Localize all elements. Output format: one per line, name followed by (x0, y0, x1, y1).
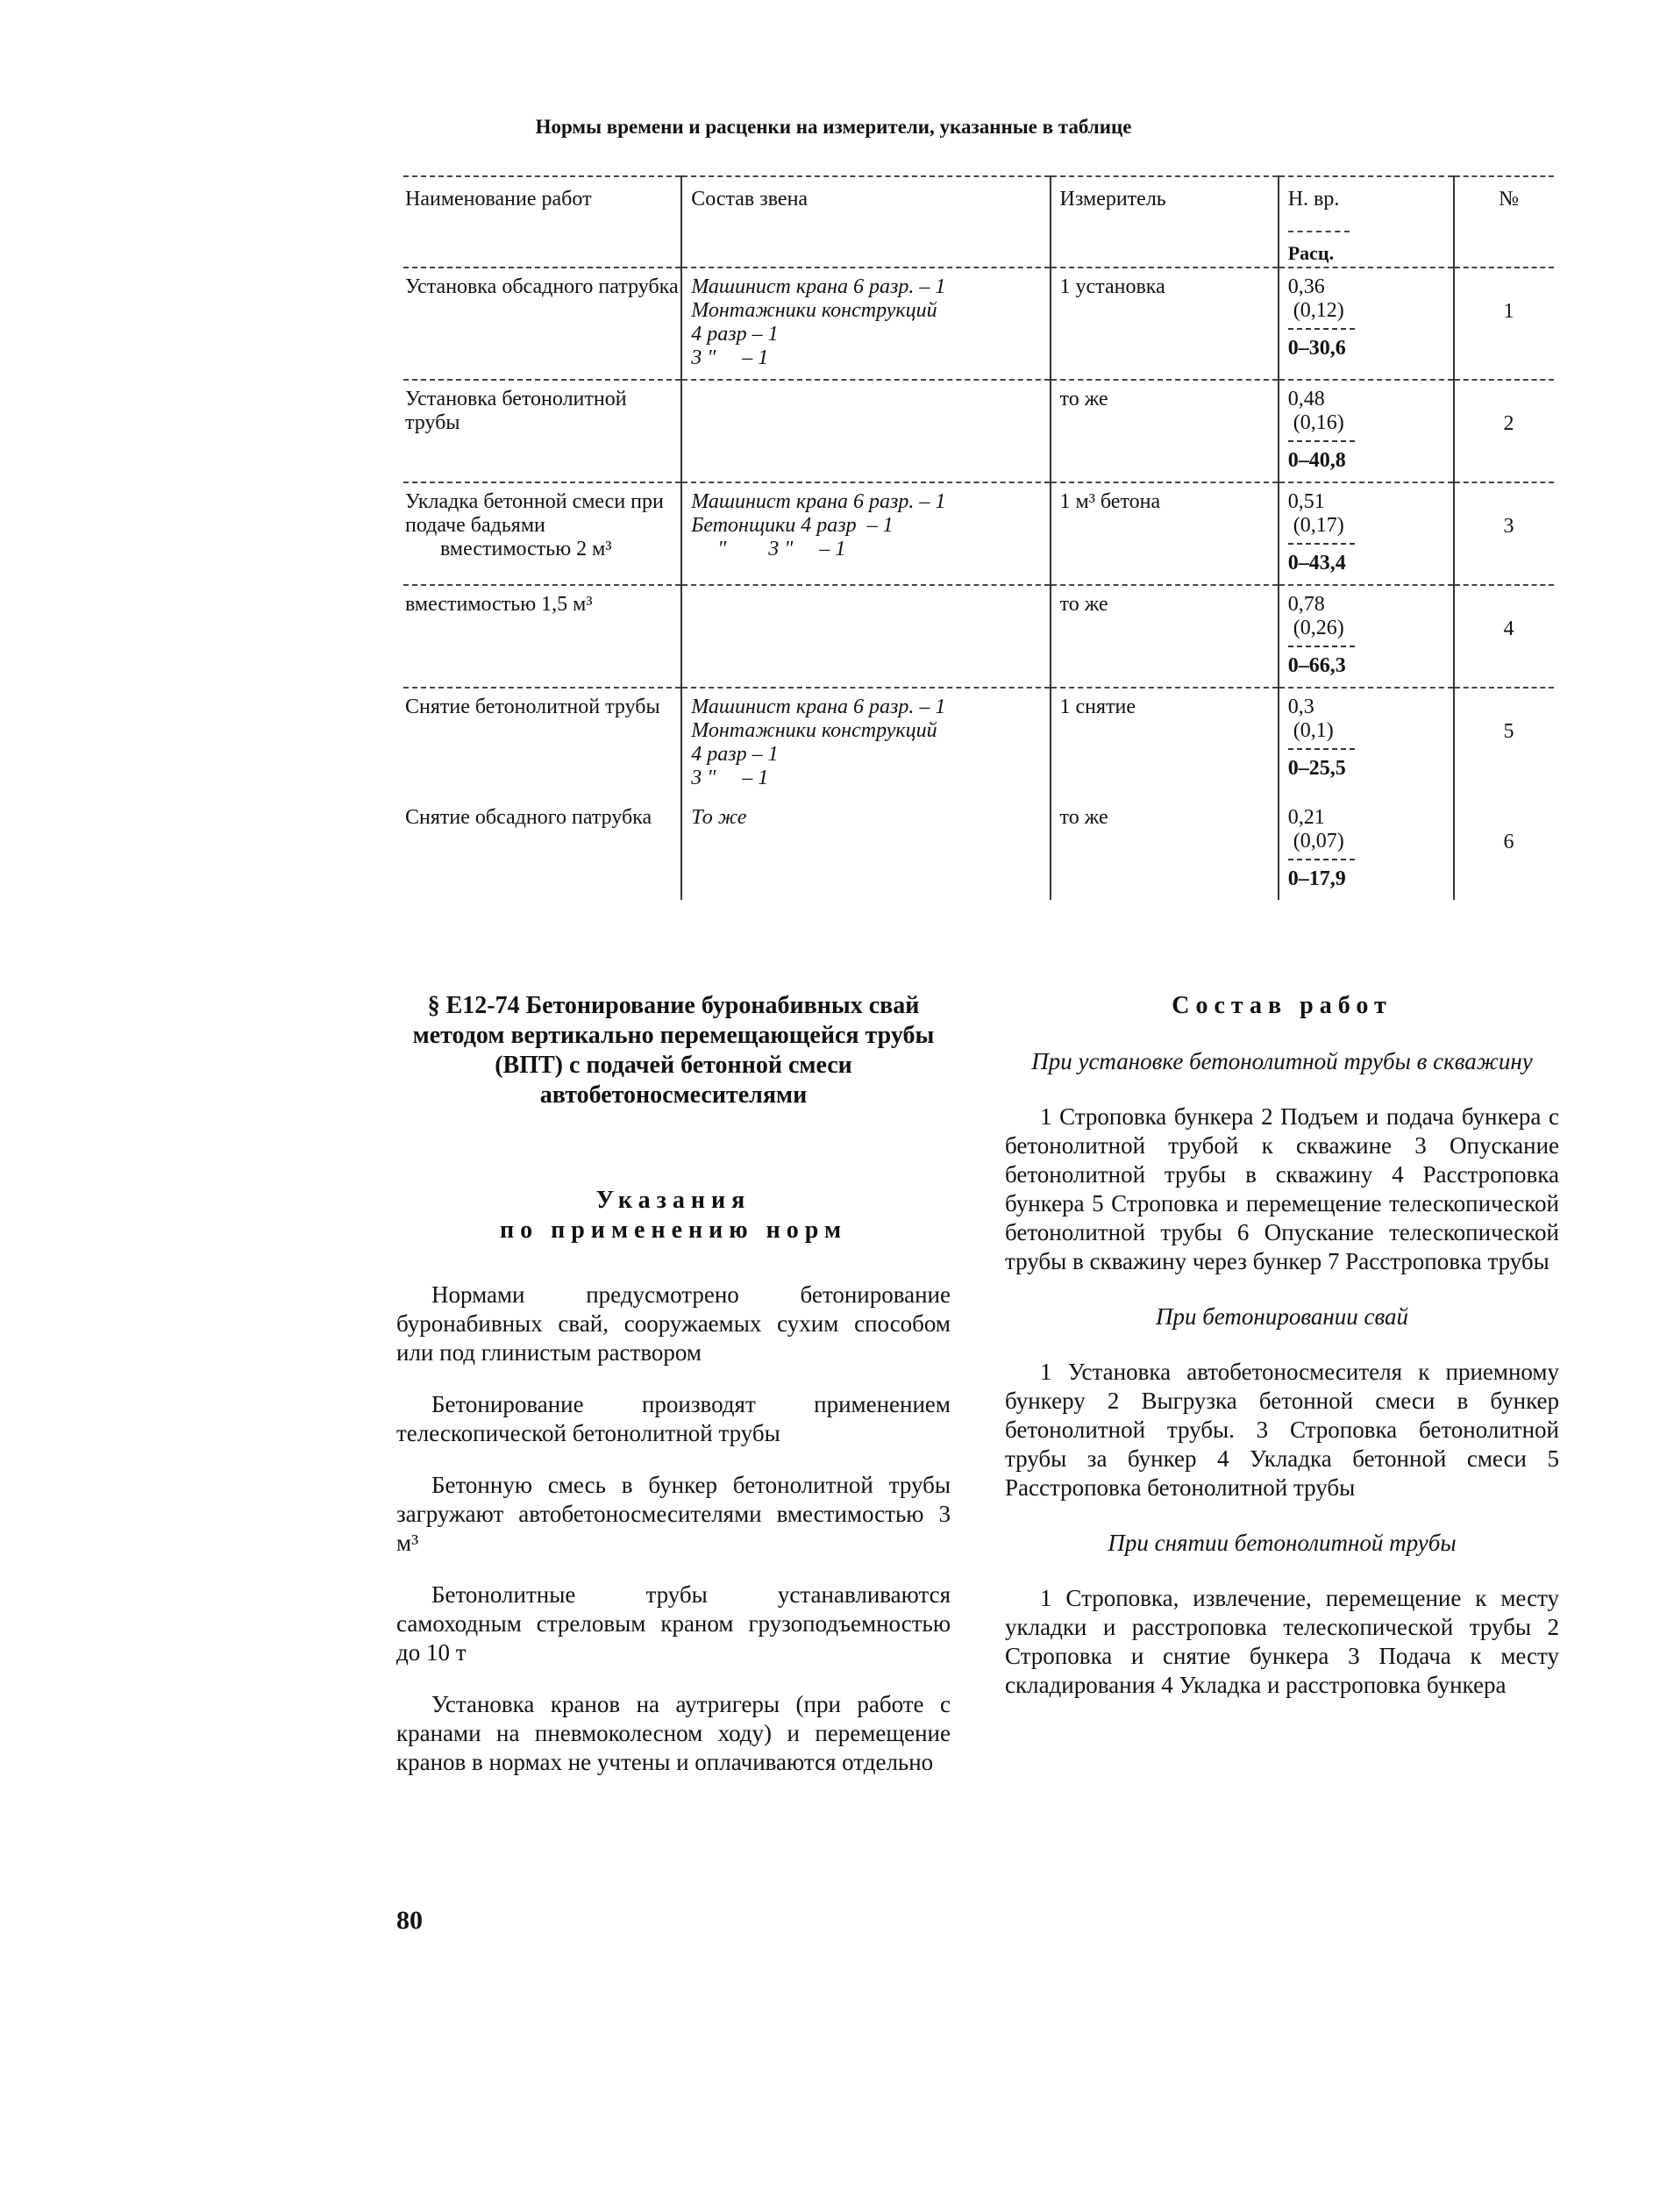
fraction-divider (1288, 440, 1355, 442)
row-crew (681, 380, 1050, 482)
row-num: 3 (1503, 515, 1514, 538)
row-norm-sub: (0,26) (1293, 617, 1344, 639)
work-block-heading: При снятии бетонолитной трубы (1108, 1530, 1457, 1556)
fraction-divider (1288, 646, 1355, 647)
page-number: 80 (396, 1906, 423, 1935)
row-norm-cell (1279, 380, 1454, 482)
guideline-paragraph: Бетонолитные трубы устанавливаются самоходным стреловым краном грузоподъемностью до 10 т (396, 1581, 951, 1666)
row-norm-sub: (0,17) (1293, 514, 1344, 537)
col-header-unit: Измеритель (1051, 176, 1279, 268)
row-rate: 0–17,9 (1287, 867, 1346, 890)
fraction-divider (1288, 543, 1355, 545)
col-header-norm (1279, 176, 1454, 268)
row-num: 2 (1503, 412, 1514, 435)
table-row (403, 482, 1554, 585)
row-num-cell (1454, 688, 1554, 799)
row-num: 5 (1503, 720, 1514, 743)
row-norm-sub: (0,07) (1293, 830, 1344, 853)
row-crew: Машинист крана 6 разр. – 1 Бетонщики 4 разр – 1 " 3 " – 1 (681, 482, 1050, 585)
row-num-cell (1454, 482, 1554, 585)
row-num-cell (1454, 380, 1554, 482)
row-norm: 0,3 (1287, 696, 1314, 718)
row-name: Снятие обсадного патрубка (405, 806, 652, 829)
row-norm: 0,36 (1287, 275, 1325, 298)
row-unit: то же (1051, 585, 1279, 688)
row-crew (681, 585, 1050, 688)
fraction-divider (1288, 748, 1355, 750)
guideline-paragraph: Бетонирование производят применением телескопической бетонолитной трубы (396, 1391, 951, 1446)
row-norm: 0,48 (1287, 388, 1325, 410)
row-unit: 1 снятие (1051, 688, 1279, 799)
row-unit: то же (1051, 380, 1279, 482)
col-header-norm-label: Н. вр. (1287, 188, 1340, 210)
row-norm-sub: (0,1) (1293, 719, 1334, 742)
row-name: Установка бетонолитной трубы (403, 380, 681, 482)
row-norm-cell (1279, 482, 1454, 585)
row-name-cell (403, 482, 681, 585)
section-title: § Е12-74 Бетонирование буронабивных свай методом вертикально перемещающейся трубы (ВПТ) с подачей бетонной смеси автобетоносмесителями (412, 992, 935, 1109)
fraction-divider (1288, 328, 1355, 330)
page-header: Нормы времени и расценки на измерители, указанные в таблице (535, 116, 1132, 138)
row-num-cell (1454, 268, 1554, 380)
work-block-text: 1 Строповка бункера 2 Подъем и подача бункера с бетонолитной трубой к скважине 3 Опускание бетонолитной трубы в скважину 4 Расстроповка бункера 5 Строповка и перемещение телескопической бетонолитной трубы 6 Опускание телескопической трубы в скважину через бункер 7 Расстроповка трубы (1005, 1103, 1559, 1274)
row-rate: 0–40,8 (1287, 449, 1346, 472)
norms-table (403, 175, 1554, 900)
row-name: Укладка бетонной смеси при подаче бадьями (405, 490, 664, 537)
row-num-cell (1454, 585, 1554, 688)
row-crew: То же (681, 799, 1050, 900)
work-block-heading: При установке бетонолитной трубы в скважину (1031, 1048, 1533, 1074)
row-name: Установка обсадного патрубка (403, 268, 681, 380)
work-block-heading: При бетонировании свай (1155, 1303, 1409, 1330)
row-norm-cell (1279, 799, 1454, 900)
guidelines-subtitle: по применению норм (499, 1217, 848, 1244)
col-header-num: № (1454, 176, 1554, 268)
fraction-divider (1288, 859, 1355, 860)
row-norm-cell (1279, 688, 1454, 799)
table-row (403, 585, 1554, 688)
row-crew: Машинист крана 6 разр. – 1 Монтажники конструкций 4 разр – 1 3 " – 1 (681, 268, 1050, 380)
row-num: 6 (1503, 831, 1514, 853)
row-name: Снятие бетонолитной трубы (403, 688, 681, 799)
row-rate: 0–25,5 (1287, 757, 1346, 780)
table-row (403, 268, 1554, 380)
table-row (403, 688, 1554, 799)
row-norm-cell (1279, 585, 1454, 688)
row-norm-cell (1279, 268, 1454, 380)
row-rate: 0–66,3 (1287, 654, 1346, 677)
col-header-name: Наименование работ (403, 176, 681, 268)
row-num-cell (1454, 799, 1554, 900)
right-column (1005, 991, 1559, 1723)
row-rate: 0–30,6 (1287, 337, 1346, 360)
work-block-text: 1 Строповка, извлечение, перемещение к месту укладки и расстроповка телескопической трубы 2 Строповка и снятие бункера 3 Подача к месту складирования 4 Укладка и расстроповка бункера (1005, 1585, 1559, 1698)
left-column (396, 991, 951, 1800)
table-row (403, 799, 1554, 900)
row-name-sub: вместимостью 2 м³ (440, 538, 612, 560)
row-rate: 0–43,4 (1287, 552, 1346, 574)
guideline-paragraph: Бетонную смесь в бункер бетонолитной трубы загружают автобетоносмесителями вместимостью 3 м³ (396, 1472, 951, 1556)
row-unit: 1 м³ бетона (1051, 482, 1279, 585)
row-num: 4 (1503, 617, 1514, 640)
guideline-paragraph: Нормами предусмотрено бетонирование буронабивных свай, сооружаемых сухим способом или под глинистым раствором (396, 1281, 951, 1366)
row-norm-sub: (0,16) (1293, 411, 1344, 434)
row-norm: 0,51 (1287, 490, 1325, 513)
guideline-paragraph: Установка кранов на аутригеры (при работе с кранами на пневмоколесном ходу) и перемещение кранов в нормах не учтены и оплачиваются отдельно (396, 1691, 951, 1775)
work-composition-title: Состав работ (1172, 992, 1393, 1019)
row-crew: Машинист крана 6 разр. – 1 Монтажники конструкций 4 разр – 1 3 " – 1 (681, 688, 1050, 799)
row-unit: 1 установка (1051, 268, 1279, 380)
row-name: вместимостью 1,5 м³ (403, 585, 681, 688)
row-norm: 0,78 (1287, 593, 1325, 616)
table-header-row (403, 176, 1554, 268)
table-row (403, 380, 1554, 482)
col-header-crew: Состав звена (681, 176, 1050, 268)
guidelines-title: Указания (595, 1187, 752, 1214)
work-block-text: 1 Установка автобетоносмесителя к приемному бункеру 2 Выгрузка бетонной смеси в бункер бетонолитной трубы. 3 Строповка бетонолитной трубы за бункер 4 Укладка бетонной смеси 5 Расстроповка бетонолитной трубы (1005, 1359, 1559, 1501)
row-unit: то же (1051, 799, 1279, 900)
row-norm: 0,21 (1287, 806, 1325, 829)
row-num: 1 (1503, 300, 1514, 323)
row-norm-sub: (0,12) (1293, 299, 1344, 322)
col-header-rate: Расц. (1288, 231, 1350, 265)
